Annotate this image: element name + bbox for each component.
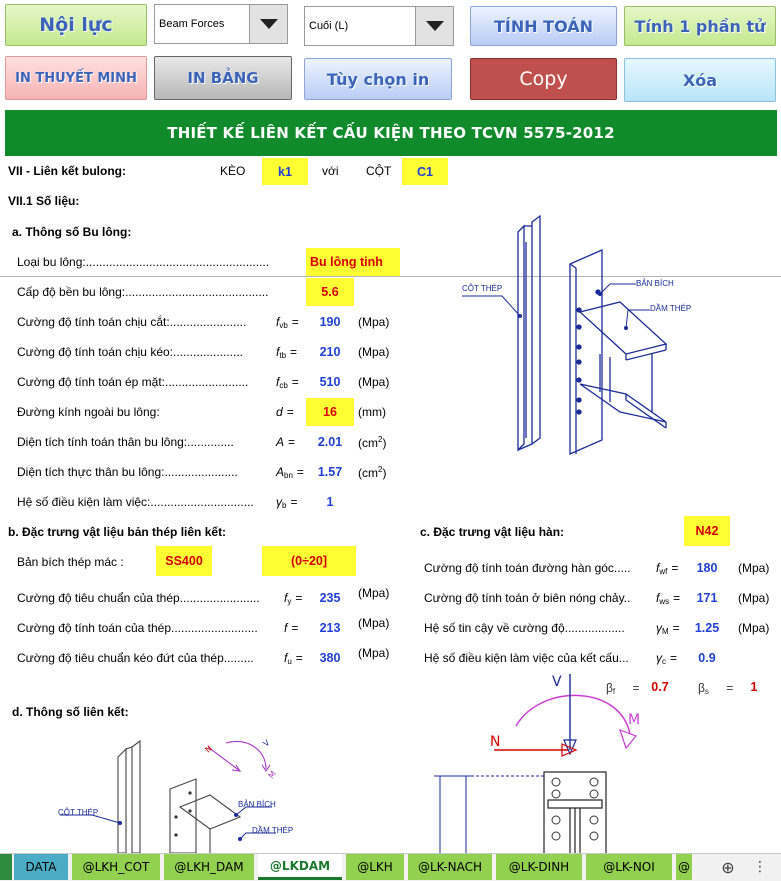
row-unit xyxy=(358,465,386,480)
row-value[interactable]: 510 xyxy=(319,375,341,389)
beta-f-sub: f xyxy=(612,687,616,696)
row-label: Loại bu lông:....................................................... xyxy=(17,255,270,269)
row-label: Cường độ tính toán ở biên nóng chảy.. xyxy=(424,591,631,605)
dot-icon xyxy=(118,821,122,825)
row-label: Cấp độ bền bu lông:........................................... xyxy=(17,285,269,299)
symbol-main: f xyxy=(284,621,288,635)
unit-text: (Mpa) xyxy=(738,621,770,635)
row-symbol xyxy=(284,621,298,635)
row-label: Cường độ tính toán chịu kéo:..................... xyxy=(17,345,244,359)
row-symbol xyxy=(284,591,302,606)
row-value[interactable]: 213 xyxy=(319,621,341,635)
symbol-sub: y xyxy=(287,597,292,606)
in-thuyet-minh-label: IN THUYẾT MINH xyxy=(15,70,137,86)
symbol-eq: = xyxy=(291,375,299,389)
drawing2-m1: M xyxy=(266,769,278,781)
row-symbol xyxy=(276,465,304,480)
tab-scroll-left[interactable] xyxy=(0,854,12,880)
unit-text: (Mpa) xyxy=(738,561,770,575)
noi-luc-button[interactable] xyxy=(5,4,147,46)
chevron-down-icon[interactable] xyxy=(415,7,453,45)
unit-text: (Mpa) xyxy=(358,345,390,359)
beta-s-symbol: β xyxy=(698,681,705,695)
position-select[interactable] xyxy=(304,6,454,46)
row-value[interactable]: 380 xyxy=(319,651,341,665)
cot-value[interactable]: C1 xyxy=(402,158,448,185)
row-label: Cường độ tính toán của thép.......................... xyxy=(17,621,258,635)
row-unit xyxy=(738,621,769,635)
dot-icon xyxy=(238,837,242,841)
unit-text: (cm xyxy=(358,466,378,480)
in-thuyet-minh-button[interactable] xyxy=(5,56,147,100)
row-symbol xyxy=(276,435,295,449)
beta-s-eq: = xyxy=(726,681,734,695)
row-value[interactable]: 190 xyxy=(319,315,341,329)
symbol-sub: tb xyxy=(279,351,287,360)
unit-text: (Mpa) xyxy=(358,646,390,660)
force-v-label: V xyxy=(552,674,562,690)
dot-icon xyxy=(598,292,602,296)
sheet-tab[interactable]: @LK-NACH xyxy=(408,854,492,880)
symbol-eq: = xyxy=(290,345,298,359)
symbol-sub: cb xyxy=(279,381,288,390)
dot-icon xyxy=(234,813,238,817)
beta-s-sub: s xyxy=(704,687,709,696)
position-value: Cuối (L) xyxy=(309,20,349,32)
symbol-eq: = xyxy=(291,621,299,635)
chevron-down-icon[interactable] xyxy=(249,5,287,43)
sheet-tab[interactable]: @LKH_COT xyxy=(72,854,160,880)
unit-text: (Mpa) xyxy=(358,586,390,600)
symbol-eq: = xyxy=(286,405,294,419)
unit-text: (mm) xyxy=(358,405,386,419)
row-label: Cường độ tính toán đường hàn góc..... xyxy=(424,561,631,575)
row-symbol xyxy=(276,375,299,390)
unit-text: (cm xyxy=(358,436,378,450)
row-value[interactable]: 235 xyxy=(319,591,341,605)
row-label: Cường độ tính toán chịu cắt:....................... xyxy=(17,315,247,329)
row-label: Hệ số điều kiện làm việc:............................... xyxy=(17,495,254,509)
drawing1-cot-thep-label: CỘT THÉP xyxy=(462,284,503,293)
add-sheet-icon[interactable]: ⊕ xyxy=(721,857,735,877)
cot-label: CỘT xyxy=(366,164,392,178)
keo-label: KÈO xyxy=(220,164,246,178)
symbol-eq: = xyxy=(673,591,681,605)
symbol-eq: = xyxy=(672,621,680,635)
sheet-tab-bar xyxy=(0,853,781,881)
symbol-sub: M xyxy=(662,627,669,636)
sheet-tab[interactable]: @LKH xyxy=(346,854,404,880)
drawing2-dam-thep-label: DẦM THÉP xyxy=(252,826,294,835)
symbol-sub: vb xyxy=(279,321,288,330)
row-value[interactable]: 1.57 xyxy=(317,465,343,479)
symbol-main: d xyxy=(276,405,283,419)
steel-grade-value[interactable]: SS400 xyxy=(156,546,212,576)
row-unit xyxy=(358,586,389,600)
row-unit xyxy=(358,375,389,389)
row-value[interactable]: 171 xyxy=(696,591,718,605)
beta-f-symbol: β xyxy=(606,681,613,695)
row-value[interactable]: 1.25 xyxy=(694,621,720,635)
unit-text: (Mpa) xyxy=(358,375,390,389)
force-type-value: Beam Forces xyxy=(159,18,225,30)
steel-heading: b. Đặc trưng vật liệu bản thép liên kết: xyxy=(8,525,227,539)
section-heading: VII - Liên kết bulong: xyxy=(8,164,126,178)
weld-grade-value[interactable]: N42 xyxy=(684,516,730,546)
force-type-select[interactable] xyxy=(154,4,288,44)
symbol-sub: u xyxy=(287,657,292,666)
symbol-eq: = xyxy=(670,651,678,665)
row-value[interactable]: 2.01 xyxy=(317,435,343,449)
xoa-button[interactable] xyxy=(624,58,776,102)
beta-f-value[interactable]: 0.7 xyxy=(651,680,669,694)
keo-value[interactable]: k1 xyxy=(262,158,308,185)
connection-drawing-3d xyxy=(40,735,300,853)
symbol-sub: bn xyxy=(284,471,293,480)
row-value[interactable]: Bu lông tinh xyxy=(306,248,400,276)
row-label: Đường kính ngoài bu lông: xyxy=(17,405,160,419)
row-symbol xyxy=(276,405,294,419)
xoa-label: Xóa xyxy=(682,70,718,90)
symbol-main: γ xyxy=(656,621,662,635)
row-label: Cường độ tính toán ép mặt:......................... xyxy=(17,375,249,389)
symbol-main: f xyxy=(656,561,660,575)
unit-text: (Mpa) xyxy=(358,315,390,329)
steel-range-value[interactable]: (0÷20] xyxy=(262,546,356,576)
copy-button[interactable] xyxy=(470,58,617,100)
row-label: Cường độ tiêu chuẩn của thép........................ xyxy=(17,591,260,605)
row-symbol xyxy=(284,651,303,666)
sheet-tab[interactable]: @LKH_DAM xyxy=(164,854,254,880)
row-unit xyxy=(358,345,389,359)
drawing2-v1: V xyxy=(261,738,272,749)
drawing2-ban-bich-label: BẢN BÍCH xyxy=(238,800,276,809)
symbol-main: f xyxy=(276,375,280,389)
symbol-main: γ xyxy=(276,495,282,509)
row-unit xyxy=(738,561,769,575)
row-symbol xyxy=(276,345,297,360)
dot-icon xyxy=(624,326,628,330)
sheet-tab[interactable]: @ xyxy=(676,854,692,880)
voi-label: với xyxy=(322,164,339,178)
symbol-eq: = xyxy=(295,651,303,665)
connection-heading: d. Thông số liên kết: xyxy=(12,705,129,719)
symbol-sub: ws xyxy=(659,597,670,606)
symbol-main: A xyxy=(276,435,285,449)
weld-heading: c. Đặc trưng vật liệu hàn: xyxy=(420,525,565,539)
unit-end: ) xyxy=(382,466,387,480)
row-label: Diện tích tính toán thân bu lông:.............. xyxy=(17,435,234,449)
unit-end: ) xyxy=(382,436,387,450)
drawing1-dam-thep-label: DẦM THÉP xyxy=(650,304,692,313)
sheet-tab[interactable]: @LKDAM xyxy=(258,854,342,880)
tinh-1-phan-tu-button[interactable] xyxy=(624,6,776,46)
symbol-sub: c xyxy=(662,657,666,666)
tinh-toan-button[interactable] xyxy=(470,6,617,46)
row-unit xyxy=(358,405,386,419)
symbol-eq: = xyxy=(291,315,299,329)
symbol-main: f xyxy=(656,591,660,605)
row-label: Hệ số tin cậy về cường độ.................. xyxy=(424,621,625,635)
symbol-eq: = xyxy=(288,435,296,449)
dot-icon xyxy=(518,314,522,318)
in-bang-label: IN BẢNG xyxy=(187,69,259,87)
row-value[interactable]: 1 xyxy=(326,495,334,509)
beta-s-value[interactable]: 1 xyxy=(750,680,758,694)
copy-label: Copy xyxy=(519,68,568,90)
unit-sup: 2 xyxy=(378,435,383,444)
row-symbol xyxy=(276,495,297,510)
row-value[interactable]: 5.6 xyxy=(306,278,354,306)
connection-drawing-main xyxy=(440,212,680,474)
page-title-text: THIẾT KẾ LIÊN KẾT CẤU KIỆN THEO TCVN 5575-2012 xyxy=(167,124,615,142)
symbol-eq: = xyxy=(671,561,679,575)
drawing1-ban-bich-label: BẢN BÍCH xyxy=(636,279,674,288)
sheet-tab[interactable]: @LK-NOI xyxy=(586,854,672,880)
row-label: Hệ số điều kiện làm việc của kết cấu... xyxy=(424,651,629,665)
unit-text: (Mpa) xyxy=(358,616,390,630)
row-unit xyxy=(738,591,769,605)
drawing2-n1: N xyxy=(203,743,214,755)
row-unit xyxy=(358,616,389,630)
symbol-main: f xyxy=(276,315,280,329)
symbol-main: A xyxy=(276,465,285,479)
row-label: Cường độ tiêu chuẩn kéo đứt của thép......... xyxy=(17,651,254,665)
row-symbol xyxy=(656,591,680,606)
tuy-chon-in-label: Tùy chọn in xyxy=(326,69,430,89)
bolt-heading: a. Thông số Bu lông: xyxy=(12,225,132,239)
row-unit xyxy=(358,315,389,329)
row-value[interactable]: 210 xyxy=(319,345,341,359)
row-value[interactable]: 180 xyxy=(696,561,718,575)
symbol-main: f xyxy=(276,345,280,359)
row-unit xyxy=(358,435,386,450)
more-icon[interactable]: ⋮ xyxy=(753,859,767,875)
sheet-tab[interactable]: @LK-DINH xyxy=(496,854,582,880)
drawing2-cot-thep-label: CỘT THÉP xyxy=(58,808,99,817)
row-unit xyxy=(358,646,389,660)
unit-text: (Mpa) xyxy=(738,591,770,605)
symbol-sub: b xyxy=(282,501,287,510)
section-sub-heading: VII.1 Số liệu: xyxy=(8,194,80,208)
symbol-eq: = xyxy=(295,591,303,605)
ban-bich-label: Bản bích thép mác : xyxy=(17,555,124,569)
unit-sup: 2 xyxy=(378,465,383,474)
symbol-sub: wf xyxy=(659,567,668,576)
beta-s-label xyxy=(698,681,733,696)
symbol-main: f xyxy=(284,591,288,605)
beta-f-eq: = xyxy=(632,681,640,695)
symbol-main: γ xyxy=(656,651,662,665)
symbol-main: f xyxy=(284,651,288,665)
sheet-tab[interactable]: DATA xyxy=(14,854,68,880)
page-title xyxy=(5,110,777,156)
row-label: Diện tích thực thân bu lông:...................... xyxy=(17,465,238,479)
row-symbol xyxy=(656,621,680,636)
symbol-eq: = xyxy=(296,465,304,479)
tuy-chon-in-button[interactable] xyxy=(304,58,452,100)
row-value[interactable]: 16 xyxy=(306,398,354,426)
force-m-label: M xyxy=(628,712,641,728)
symbol-eq: = xyxy=(290,495,298,509)
row-symbol xyxy=(276,315,299,330)
force-n-label: N xyxy=(490,734,501,750)
force-diagram xyxy=(420,664,680,854)
row-symbol xyxy=(656,561,678,576)
tinh-toan-label: TÍNH TOÁN xyxy=(493,16,594,36)
noi-luc-label: Nội lực xyxy=(39,14,113,36)
tinh-1-phan-tu-label: Tính 1 phần tử xyxy=(634,16,766,36)
row-value[interactable]: 0.9 xyxy=(698,651,716,665)
in-bang-button[interactable] xyxy=(154,56,292,100)
